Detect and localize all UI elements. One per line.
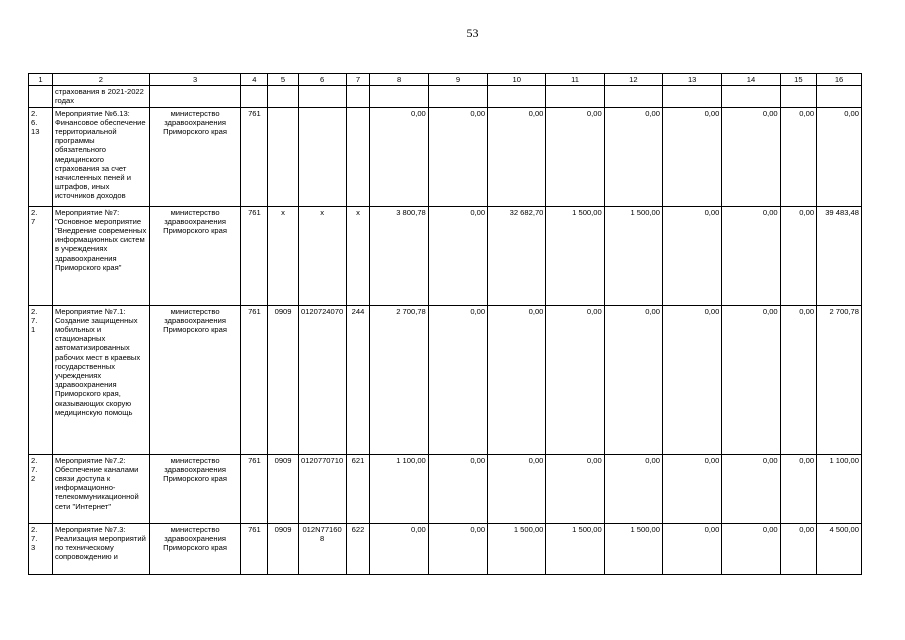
column-header: 9 — [428, 74, 487, 86]
table-cell — [268, 107, 298, 206]
table-cell: 012N771608 — [298, 523, 346, 574]
table-cell: 0,00 — [663, 206, 722, 305]
column-header: 16 — [817, 74, 862, 86]
table-cell: министерство здравоохранения Приморского края — [149, 523, 241, 574]
column-header: 3 — [149, 74, 241, 86]
table-cell: 1 100,00 — [817, 454, 862, 523]
table-cell: 0,00 — [604, 454, 662, 523]
table-cell: 761 — [241, 523, 268, 574]
table-cell: 2. 7. 2 — [29, 454, 53, 523]
table-cell — [817, 86, 862, 107]
table-cell: 2. 6. 13 — [29, 107, 53, 206]
table-cell: министерство здравоохранения Приморского края — [149, 454, 241, 523]
table-cell: 0,00 — [604, 107, 662, 206]
table-cell: 0120770710 — [298, 454, 346, 523]
table-row — [29, 523, 862, 574]
table-cell: 0,00 — [780, 523, 816, 574]
table-cell: 0,00 — [546, 454, 604, 523]
table-cell: 0909 — [268, 454, 298, 523]
table-cell — [722, 86, 780, 107]
table-cell: x — [346, 206, 370, 305]
table-cell — [346, 107, 370, 206]
column-header: 2 — [52, 74, 149, 86]
table-cell — [29, 86, 53, 107]
table-cell: 1 500,00 — [604, 523, 662, 574]
table-cell: 1 500,00 — [546, 523, 604, 574]
table-cell: 0,00 — [780, 206, 816, 305]
table-cell: 0,00 — [780, 305, 816, 454]
table-cell — [604, 86, 662, 107]
table-cell: 0,00 — [428, 206, 487, 305]
table-cell: 3 800,78 — [370, 206, 428, 305]
table-cell — [149, 86, 241, 107]
column-header: 1 — [29, 74, 53, 86]
table-cell: 761 — [241, 107, 268, 206]
table-cell — [428, 86, 487, 107]
table-cell: Мероприятие №7: "Основное мероприятие "Внедрение современных информационных систем в учреждениях здравоохранения Приморского края" — [52, 206, 149, 305]
table-cell: x — [268, 206, 298, 305]
table-cell: 244 — [346, 305, 370, 454]
table-cell: 0,00 — [370, 523, 428, 574]
table-cell: 4 500,00 — [817, 523, 862, 574]
page-number: 53 — [466, 26, 479, 40]
table-cell: 0,00 — [428, 454, 487, 523]
table-cell: 0,00 — [722, 454, 780, 523]
table-cell: 39 483,48 — [817, 206, 862, 305]
table-cell: 0,00 — [722, 107, 780, 206]
table-cell — [488, 86, 546, 107]
table-cell: Мероприятие №7.2: Обеспечение каналами связи доступа к информационно-телекоммуникационной сети "Интернет" — [52, 454, 149, 523]
table-cell: 0,00 — [488, 107, 546, 206]
table-row — [29, 305, 862, 454]
column-header: 13 — [663, 74, 722, 86]
table-cell — [298, 86, 346, 107]
table-cell: министерство здравоохранения Приморского края — [149, 305, 241, 454]
table-cell: x — [298, 206, 346, 305]
column-header: 15 — [780, 74, 816, 86]
table-cell: 0,00 — [722, 206, 780, 305]
table-cell: 0,00 — [663, 107, 722, 206]
table-cell: 1 100,00 — [370, 454, 428, 523]
table-cell: 0,00 — [370, 107, 428, 206]
column-header: 4 — [241, 74, 268, 86]
table-cell — [780, 86, 816, 107]
table-cell: министерство здравоохранения Приморского края — [149, 107, 241, 206]
table-cell: 0,00 — [604, 305, 662, 454]
table-cell: 0,00 — [780, 107, 816, 206]
table-cell: 0,00 — [428, 107, 487, 206]
column-header: 14 — [722, 74, 780, 86]
table-cell — [346, 86, 370, 107]
table-row — [29, 107, 862, 206]
table-cell: 0,00 — [817, 107, 862, 206]
table-cell — [241, 86, 268, 107]
table-cell: 1 500,00 — [488, 523, 546, 574]
table-row — [29, 454, 862, 523]
table-cell: 1 500,00 — [546, 206, 604, 305]
table-row — [29, 206, 862, 305]
table-cell: 0,00 — [428, 523, 487, 574]
table-cell: Мероприятие №7.1: Создание защищенных мобильных и стационарных автоматизированных рабочих мест в краевых государственных учреждениях здравоохранения Приморского края, оказывающих скорую медицинскую помощь — [52, 305, 149, 454]
budget-table — [28, 73, 862, 575]
table-cell: 2. 7. 1 — [29, 305, 53, 454]
column-header: 12 — [604, 74, 662, 86]
table-cell: 0909 — [268, 305, 298, 454]
table-row — [29, 86, 862, 107]
table-cell: 761 — [241, 206, 268, 305]
table-cell: 0,00 — [428, 305, 487, 454]
table-cell: 761 — [241, 305, 268, 454]
table-cell — [663, 86, 722, 107]
table-cell: 0,00 — [663, 523, 722, 574]
table-cell: 2 700,78 — [370, 305, 428, 454]
table-cell: Мероприятие №7.3: Реализация мероприятий по техническому сопровождению и — [52, 523, 149, 574]
table-cell: 761 — [241, 454, 268, 523]
column-header: 6 — [298, 74, 346, 86]
table-cell — [268, 86, 298, 107]
table-cell: 0,00 — [722, 523, 780, 574]
table-cell: 0,00 — [488, 305, 546, 454]
table-cell: 1 500,00 — [604, 206, 662, 305]
column-header: 11 — [546, 74, 604, 86]
column-header: 8 — [370, 74, 428, 86]
table-cell: министерство здравоохранения Приморского края — [149, 206, 241, 305]
table-cell: Мероприятие №6.13: Финансовое обеспечение территориальной программы обязательного медицинского страхования за счет начисленных пеней и штрафов, иных источников доходов — [52, 107, 149, 206]
table-cell: 622 — [346, 523, 370, 574]
column-header: 10 — [488, 74, 546, 86]
table-cell: 0,00 — [780, 454, 816, 523]
table-cell: 2. 7 — [29, 206, 53, 305]
table-cell: 621 — [346, 454, 370, 523]
table-cell — [370, 86, 428, 107]
table-cell: 0,00 — [722, 305, 780, 454]
table-cell: 0,00 — [663, 454, 722, 523]
column-header: 7 — [346, 74, 370, 86]
table-cell: страхования в 2021-2022 годах — [52, 86, 149, 107]
table-cell: 2 700,78 — [817, 305, 862, 454]
column-header: 5 — [268, 74, 298, 86]
table-cell: 0,00 — [546, 107, 604, 206]
table-cell — [546, 86, 604, 107]
table-cell: 0,00 — [663, 305, 722, 454]
table-cell: 0,00 — [546, 305, 604, 454]
table-cell: 32 682,70 — [488, 206, 546, 305]
table-cell — [298, 107, 346, 206]
table-cell: 0,00 — [488, 454, 546, 523]
table-cell: 0120724070 — [298, 305, 346, 454]
table-cell: 0909 — [268, 523, 298, 574]
table-header-row — [29, 74, 862, 86]
table-cell: 2. 7. 3 — [29, 523, 53, 574]
